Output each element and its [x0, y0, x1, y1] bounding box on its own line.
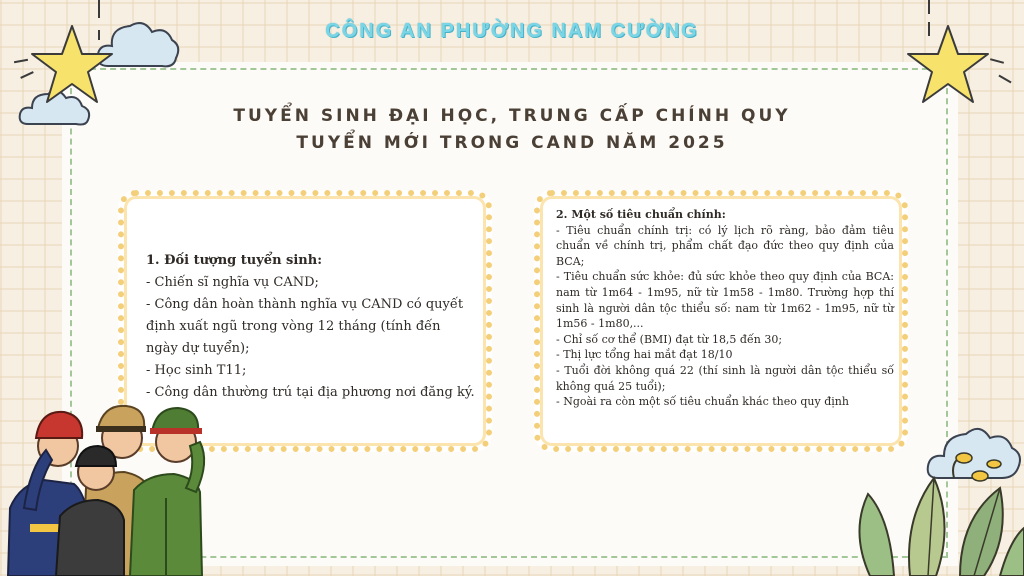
organization-header: CÔNG AN PHƯỜNG NAM CƯỜNG — [325, 20, 699, 42]
list-item: - Tiêu chuẩn sức khỏe: đủ sức khỏe theo quy định của BCA: nam từ 1m64 - 1m95, nữ từ 1m58 - 1m80. Trường hợp thí sinh là người dân tộc thiểu số: nam từ 1m62 - 1m95, nữ từ 1m56 - 1m80,... — [556, 270, 894, 331]
card-heading: 2. Một số tiêu chuẩn chính: — [556, 208, 726, 221]
list-item: - Học sinh T11; — [146, 363, 247, 378]
star-icon — [904, 22, 992, 106]
list-item: - Tiêu chuẩn chính trị: có lý lịch rõ ràng, bảo đảm tiêu chuẩn về chính trị, phẩm chất đạo đức theo quy định của BCA; — [556, 223, 894, 268]
list-item: - Thị lực tổng hai mắt đạt 18/10 — [556, 348, 733, 362]
list-item: - Chiến sĩ nghĩa vụ CAND; — [146, 275, 319, 290]
police-officers-saluting-illustration — [0, 388, 230, 576]
list-item: - Chỉ số cơ thể (BMI) đạt từ 18,5 đến 30; — [556, 332, 783, 346]
card-heading: 1. Đối tượng tuyển sinh: — [146, 253, 323, 268]
leaves-illustration — [850, 448, 1024, 576]
list-item: - Tuổi đời không quá 22 (thí sinh là người dân tộc thiểu số không quá 25 tuổi); — [556, 363, 894, 393]
hanging-line — [928, 0, 930, 14]
list-item: - Công dân thường trú tại địa phương nơi đăng ký. — [146, 385, 475, 400]
title-line-1: TUYỂN SINH ĐẠI HỌC, TRUNG CẤP CHÍNH QUY — [233, 106, 791, 126]
page-title — [0, 103, 1024, 157]
target-audience-content — [146, 250, 476, 404]
list-item: - Ngoài ra còn một số tiêu chuẩn khác theo quy định — [556, 395, 849, 409]
main-criteria-content — [556, 207, 894, 410]
star-icon — [28, 22, 116, 106]
title-line-2: TUYỂN MỚI TRONG CAND NĂM 2025 — [296, 133, 728, 153]
list-item: - Công dân hoàn thành nghĩa vụ CAND có quyết định xuất ngũ trong vòng 12 tháng (tính đến ngày dự tuyển); — [146, 297, 464, 356]
